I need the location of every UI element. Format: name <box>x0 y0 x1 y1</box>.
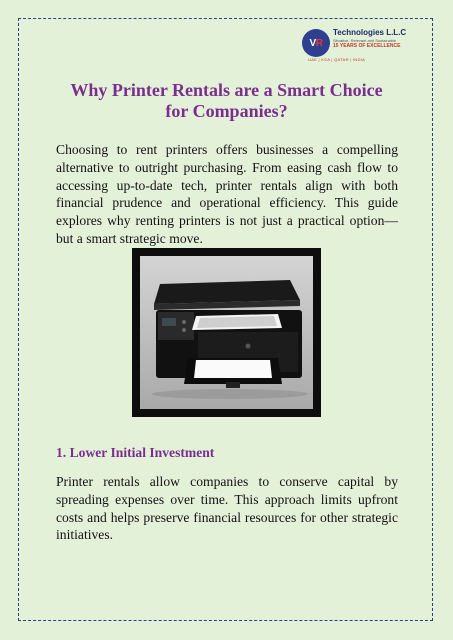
section-body: Printer rentals allow companies to conserve capital by spreading expenses over time. This approach limits upfront costs and helps preserve financial resources for other strategic initiatives. <box>56 474 398 543</box>
section-heading: 1. Lower Initial Investment <box>56 445 215 460</box>
company-logo <box>302 27 432 63</box>
page-title <box>40 80 413 122</box>
title-line-2: for Companies? <box>165 101 288 121</box>
printer-illustration <box>140 256 313 409</box>
logo-years: 15 YEARS OF EXCELLENCE <box>333 43 401 49</box>
printer-image <box>132 248 321 417</box>
title-line-1: Why Printer Rentals are a Smart Choice <box>70 80 383 100</box>
vr-logo-icon: V R <box>302 29 330 57</box>
logo-tagline: Situative, Relevant and Sustainable <box>333 38 397 43</box>
logo-regions: UAE | KSA | QATAR | INDIA <box>308 57 366 62</box>
intro-paragraph: Choosing to rent printers offers businesses a compelling alternative to outright purchasing. From easing cash flow to accessing up-to-date tech, printer rentals align with both financial prudence and operational efficiency. This guide explores why renting printers is not just a practical option—but a smart strategic move. <box>56 142 398 246</box>
logo-company-name: Technologies L.L.C <box>333 28 407 37</box>
